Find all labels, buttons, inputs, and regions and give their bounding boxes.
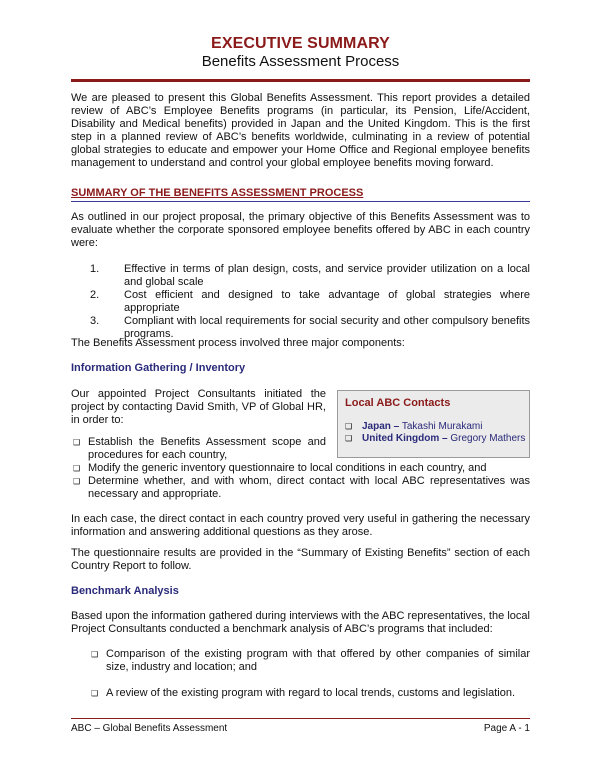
footer-page-number: Page A - 1 xyxy=(483,723,530,734)
summary-lead-paragraph: As outlined in our project proposal, the primary objective of this Benefits Assessment was to evaluate whether the corporate sponsored employee benefits offered by ABC in each country were: xyxy=(71,211,530,249)
intro-paragraph: We are pleased to present this Global Benefits Assessment. This report provides a detailed review of ABC’s Employee Benefits programs (in particular, its Pension, Life/Accident, Disability and Medical benefits) provided in Japan and the United Kingdom. This is the first step in a planned review of ABC’s benefits worldwide, culminating in a review of potential global strategies to educate and empower your Home Office and Regional employee benefits management to understand and control your global employee benefits moving forward. xyxy=(71,92,530,169)
document-subtitle: Benefits Assessment Process xyxy=(201,53,400,70)
list-item xyxy=(71,289,530,315)
footer-divider xyxy=(71,718,530,719)
list-number: 1. xyxy=(90,263,100,275)
list-text: Establish the Benefits Assessment scope and procedures for each country, xyxy=(88,436,326,461)
section-divider xyxy=(71,201,530,202)
checkbox-bullet-icon: ❑ xyxy=(345,434,353,443)
list-item xyxy=(71,475,530,501)
list-number: 3. xyxy=(90,315,100,327)
benchmark-bullets xyxy=(89,648,530,700)
list-item xyxy=(89,687,530,700)
list-item xyxy=(71,462,530,475)
list-item xyxy=(71,436,326,462)
subheading-benchmark: Benchmark Analysis xyxy=(71,585,179,597)
list-text: Effective in terms of plan design, costs, and service provider utilization on a local and global scale xyxy=(124,263,530,288)
footer-document-name: ABC – Global Benefits Assessment xyxy=(71,723,228,734)
subheading-info-gathering: Information Gathering / Inventory xyxy=(71,362,246,374)
document-title: EXECUTIVE SUMMARY xyxy=(211,35,390,52)
contacts-heading: Local ABC Contacts xyxy=(345,397,451,409)
list-text: Comparison of the existing program with that offered by other companies of similar size, industry and location; and xyxy=(106,648,530,673)
contact-name: Takashi Murakami xyxy=(399,421,483,432)
list-text: Cost efficient and designed to take advantage of global strategies where appropriate xyxy=(124,289,530,314)
checkbox-bullet-icon: ❑ xyxy=(345,422,353,431)
info-gathering-paragraph-1: In each case, the direct contact in each country proved very useful in gathering the necessary information and answering additional questions as they arose. xyxy=(71,513,530,538)
list-text: Determine whether, and with whom, direct contact with local ABC representatives was necessary and appropriate. xyxy=(88,475,530,500)
contact-country: Japan – xyxy=(362,421,400,432)
benchmark-lead: Based upon the information gathered during interviews with the ABC representatives, the local Project Consultants conducted a benchmark analysis of ABC’s programs that included: xyxy=(71,610,530,635)
info-gathering-paragraph-2: The questionnaire results are provided in the “Summary of Existing Benefits” section of each Country Report to follow. xyxy=(71,547,530,572)
info-gathering-bullets xyxy=(71,436,530,501)
title-divider xyxy=(71,79,530,82)
checkbox-bullet-icon: ❑ xyxy=(91,650,99,659)
list-item xyxy=(89,648,530,674)
info-gathering-lead: Our appointed Project Consultants initiated the project by contacting David Smith, VP of Global HR, in order to: xyxy=(71,388,326,426)
section-heading-summary: SUMMARY OF THE BENEFITS ASSESSMENT PROCESS xyxy=(71,187,364,199)
list-item xyxy=(71,263,530,289)
contact-item xyxy=(345,421,525,433)
checkbox-bullet-icon: ❑ xyxy=(73,464,81,473)
list-number: 2. xyxy=(90,289,100,301)
checkbox-bullet-icon: ❑ xyxy=(73,477,81,486)
checkbox-bullet-icon: ❑ xyxy=(91,689,99,698)
contact-name: Gregory Mathers xyxy=(447,433,526,444)
list-text: A review of the existing program with regard to local trends, customs and legislation. xyxy=(106,687,516,699)
list-text: Modify the generic inventory questionnaire to local conditions in each country, and xyxy=(88,462,487,474)
list-text: Compliant with local requirements for social security and other compulsory benefits programs. xyxy=(124,315,530,340)
objectives-list xyxy=(71,263,530,341)
components-lead: The Benefits Assessment process involved three major components: xyxy=(71,337,405,349)
contact-country: United Kingdom – xyxy=(362,433,448,444)
checkbox-bullet-icon: ❑ xyxy=(73,438,81,447)
